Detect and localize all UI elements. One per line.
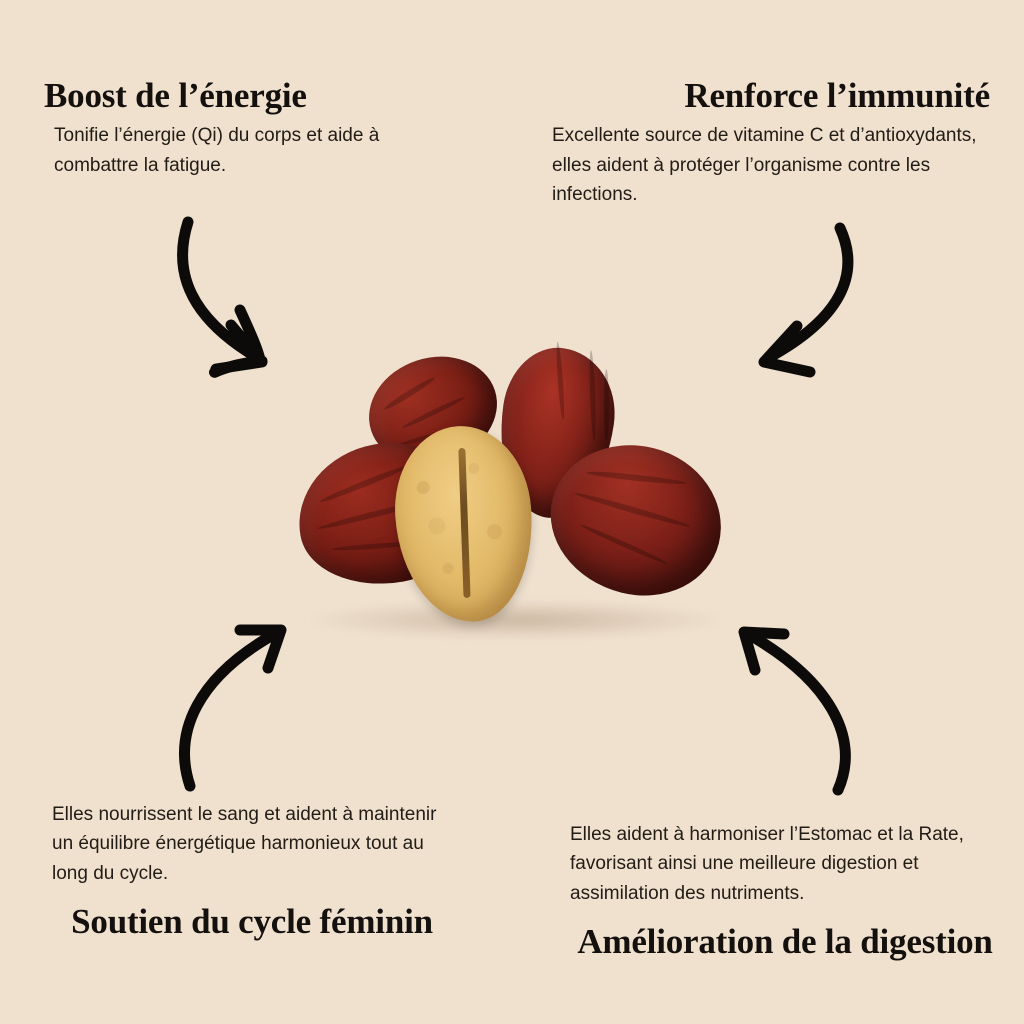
benefit-body-immunity: Excellente source de vitamine C et d’antioxydants, elles aident à protéger l’organisme contre les infections. (552, 125, 977, 206)
jujube-dates-image (288, 348, 740, 638)
benefit-block-digestion (570, 820, 1000, 962)
arrow-top-left-icon (183, 222, 258, 358)
benefit-body-energy: Tonifie l’énergie (Qi) du corps et aide à combattre la fatigue. (54, 125, 380, 176)
benefit-title-energy: Boost de l’énergie (44, 76, 307, 115)
benefit-block-cycle (52, 800, 452, 942)
benefit-block-immunity (552, 76, 992, 210)
benefit-title-immunity: Renforce l’immunité (684, 76, 990, 115)
benefit-title-cycle: Soutien du cycle féminin (71, 902, 433, 942)
benefit-body-cycle: Elles nourrissent le sang et aident à maintenir un équilibre énergétique harmonieux tout au long du cycle. (52, 804, 437, 884)
benefit-body-digestion: Elles aident à harmoniser l’Estomac et la Rate, favorisant ainsi une meilleure digestion et assimilation des nutriments. (570, 824, 964, 904)
arrow-top-right-icon (768, 228, 848, 358)
benefit-title-digestion: Amélioration de la digestion (577, 922, 993, 962)
arrow-bottom-right-icon (748, 634, 845, 790)
jujube-date-halved (389, 421, 538, 626)
arrow-bottom-left-icon (185, 632, 278, 786)
benefit-block-energy (44, 76, 444, 180)
